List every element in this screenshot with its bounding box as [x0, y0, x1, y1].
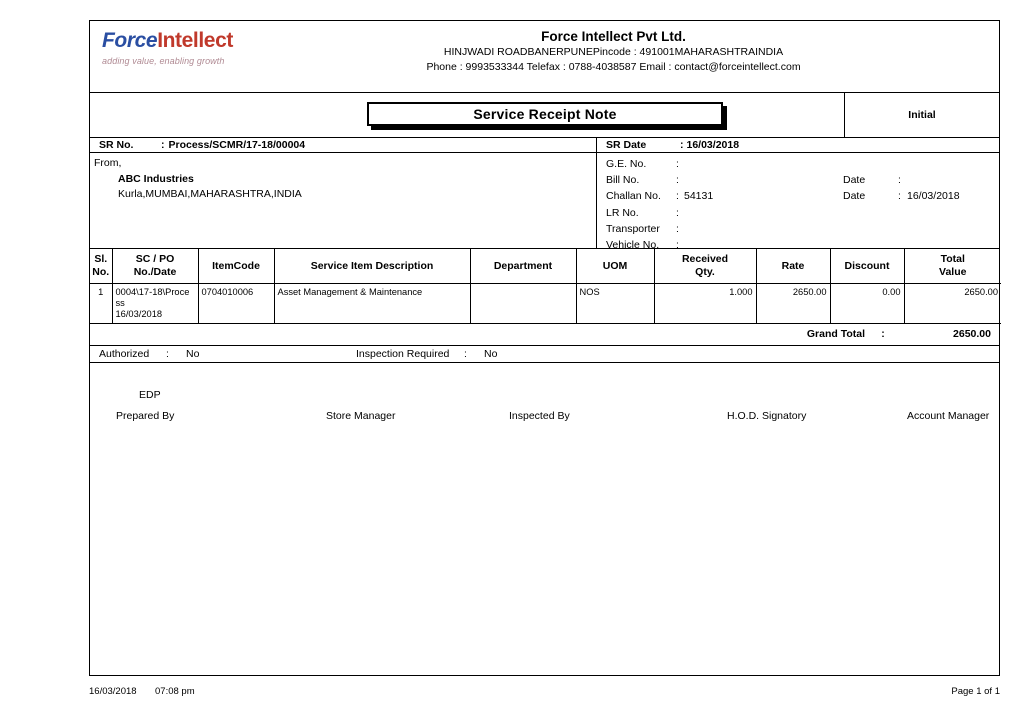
from-party-name: ABC Industries — [118, 173, 194, 185]
logo-tagline: adding value, enabling growth — [102, 56, 225, 66]
detail-row — [606, 156, 999, 172]
page-footer — [89, 686, 1000, 697]
cell-total-value: 2650.00 — [904, 283, 1001, 323]
detail-value — [684, 221, 999, 237]
header-right-spacer — [879, 21, 999, 92]
th-discount: Discount — [830, 249, 904, 283]
sr-date-label: SR Date — [606, 139, 647, 151]
title-left-area — [90, 93, 844, 137]
signature-store-manager: Store Manager — [326, 409, 396, 422]
detail-colon: : — [676, 222, 679, 235]
detail-label: Bill No. — [606, 174, 640, 187]
detail-label2: Date — [843, 190, 866, 203]
signature-hod-signatory: H.O.D. Signatory — [727, 409, 807, 422]
authorization-row — [90, 346, 999, 363]
th-line: No./Date — [133, 265, 177, 278]
detail-colon: : — [676, 158, 679, 170]
sr-no-label: SR No. — [99, 139, 134, 151]
grand-total-value: 2650.00 — [953, 328, 991, 340]
th-rate: Rate — [756, 249, 830, 283]
detail-row — [606, 221, 999, 237]
detail-row — [606, 188, 999, 204]
th-line: Sl. — [94, 253, 108, 266]
detail-value — [684, 172, 843, 188]
detail-label2 — [843, 156, 898, 172]
signature-inspected-by: Inspected By — [509, 409, 570, 422]
signature-row — [90, 410, 999, 422]
cell-line: 0004\17-18\Proce — [115, 286, 190, 297]
grand-total-colon: : — [881, 328, 885, 340]
sr-date-colon: : — [680, 139, 684, 151]
edp-label: EDP — [139, 388, 161, 401]
detail-row — [606, 172, 999, 188]
detail-colon: : — [676, 238, 679, 251]
cell-sc-po-no-date — [112, 283, 198, 323]
inspection-required-label: Inspection Required — [356, 347, 450, 360]
detail-value2 — [907, 172, 999, 188]
detail-label: Vehicle No. — [606, 238, 660, 251]
cell-sl-no: 1 — [90, 283, 112, 323]
cell-rate: 2650.00 — [756, 283, 830, 323]
cell-received-qty: 1.000 — [654, 283, 756, 323]
detail-colon: : — [676, 190, 679, 203]
detail-row — [606, 237, 999, 253]
th-line: Value — [939, 265, 967, 278]
document-header — [90, 21, 999, 93]
footer-date: 16/03/2018 — [89, 686, 137, 697]
th-line: Qty. — [695, 265, 715, 278]
company-contact: Phone : 9993533344 Telefax : 0788-4038587 Email : contact@forceintellect.com — [426, 61, 801, 73]
footer-page-number: Page 1 of 1 — [951, 686, 1000, 697]
cell-uom: NOS — [576, 283, 654, 323]
cell-discount: 0.00 — [830, 283, 904, 323]
th-department: Department — [470, 249, 576, 283]
detail-label: Challan No. — [606, 190, 661, 203]
detail-colon2: : — [898, 190, 901, 203]
detail-value2: 16/03/2018 — [907, 190, 960, 203]
detail-label2: Date — [843, 174, 866, 187]
party-and-reference-band — [90, 153, 999, 249]
sr-no-value: Process/SCMR/17-18/00004 — [168, 139, 306, 151]
authorized-value: No — [186, 347, 200, 360]
page-title: Service Receipt Note — [473, 106, 617, 122]
document-title-box — [367, 102, 723, 126]
signature-area — [90, 363, 999, 703]
sr-date-group — [596, 138, 999, 152]
th-line: Total — [940, 253, 965, 266]
detail-colon: : — [676, 174, 679, 187]
initial-cell: Initial — [844, 93, 999, 137]
logo-wordmark — [102, 30, 348, 52]
grand-total-label: Grand Total — [806, 328, 865, 340]
company-logo — [90, 21, 348, 92]
detail-value: 54131 — [684, 190, 714, 203]
th-line: Received — [681, 253, 729, 266]
detail-row — [606, 205, 999, 221]
th-sc-po-no-date — [112, 249, 198, 283]
cell-item-code: 0704010006 — [198, 283, 274, 323]
logo-word-intellect: Intellect — [157, 29, 233, 52]
th-uom: UOM — [576, 249, 654, 283]
detail-label: Transporter — [606, 222, 660, 235]
from-label: From, — [94, 157, 122, 169]
cell-line: ss — [115, 297, 125, 308]
table-header-row — [90, 249, 1001, 283]
cell-stack — [116, 287, 195, 320]
th-line: No. — [92, 265, 110, 278]
title-band — [90, 93, 999, 138]
detail-colon: : — [676, 206, 679, 219]
th-line: SC / PO — [135, 253, 175, 266]
sr-number-group — [90, 138, 596, 152]
authorized-colon: : — [166, 347, 169, 360]
detail-value2 — [907, 156, 999, 172]
th-received-qty — [654, 249, 756, 283]
signature-account-manager: Account Manager — [907, 409, 990, 422]
cell-line: 16/03/2018 — [115, 308, 163, 319]
document-page — [89, 20, 1000, 676]
cell-description: Asset Management & Maintenance — [274, 283, 470, 323]
detail-colon2 — [898, 156, 907, 172]
inspection-required-value: No — [484, 347, 498, 360]
from-party-address: Kurla,MUMBAI,MAHARASHTRA,INDIA — [118, 188, 302, 200]
company-name: Force Intellect Pvt Ltd. — [541, 29, 686, 44]
reference-details-block — [596, 153, 999, 251]
th-service-item-description: Service Item Description — [274, 249, 470, 283]
detail-value — [684, 237, 999, 253]
th-total-value — [904, 249, 1001, 283]
signature-prepared-by: Prepared By — [116, 409, 175, 422]
sr-no-colon: : — [161, 139, 165, 151]
th-sl-no — [90, 249, 112, 283]
authorized-label: Authorized — [99, 347, 150, 360]
detail-label: G.E. No. — [606, 158, 647, 170]
company-details — [348, 21, 879, 92]
detail-value — [684, 156, 843, 172]
th-item-code: ItemCode — [198, 249, 274, 283]
sr-number-band — [90, 138, 999, 153]
footer-time: 07:08 pm — [155, 686, 195, 697]
logo-word-force: Force — [102, 29, 158, 52]
from-address-block — [90, 153, 596, 248]
detail-value — [684, 205, 999, 221]
sr-date-value: 16/03/2018 — [686, 139, 740, 151]
grand-total-row — [90, 324, 999, 346]
company-address: HINJWADI ROADBANERPUNEPincode : 491001MAHARASHTRAINDIA — [443, 46, 784, 58]
line-items-table — [90, 249, 1001, 324]
table-row — [90, 283, 1001, 323]
inspection-required-colon: : — [464, 347, 467, 360]
detail-colon2: : — [898, 174, 901, 187]
detail-label: LR No. — [606, 206, 639, 219]
cell-department — [470, 283, 576, 323]
